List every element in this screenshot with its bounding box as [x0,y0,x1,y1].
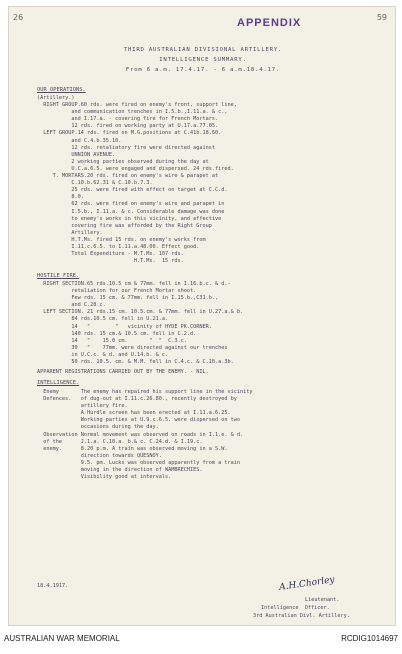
handwritten-signature: A.H.Chorley [278,575,336,593]
text-line: retaliation for our French Mortar shoot. [37,288,197,295]
text-line: 25 rds. were fired with effect on target at C.C.d. [37,187,228,194]
text-line: covering fire was afforded by the Right Group [37,222,212,229]
intelligence-body [37,389,253,481]
text-line: RIGHT SECTION.65 rds.10.5 cm & 77mm. fell in I.16.b.c. & d.- [37,281,231,287]
archive-id: RCDIG1014697 [341,634,398,643]
registrations-line: APPARENT REGISTRATIONS CARRIED OUT BY THE ENEMY. - NIL. [37,369,209,375]
text-line: and C.28.c. [37,302,106,309]
text-line: A Hurdle screen has been erected at I.11.a.6.25. [37,410,231,417]
signatory-rank: Lieutenant. [305,597,340,603]
text-line: 14 " 15.0 cm. " " C.3.c. [37,337,187,344]
text-line: LEFT GROUP.14 rds. fired on M.G.positions at C.41b.18.60. [37,130,222,137]
text-line: occasions during the day. [37,424,159,431]
corner-number: 26 [13,13,24,22]
text-line: RIGHT GROUP.60 rds. were fired on enemy's front, support line, [37,102,237,109]
header-period: From 6 a.m. 17.4.17. - 6 a.m.18.4.17. [125,67,281,73]
text-line: 9.5. pm. Lucks was observed apparently from a train [37,459,241,466]
text-line: and communication trenches in I.5.b.,I.11.a. & c., [37,109,228,116]
report-date: 18.4.1917. [37,583,69,589]
text-line: C.10.b.62.31 & C.10.b.7.3. [37,180,153,187]
text-line: enemy. 8.20 p.m. A train was observed moving in a S.W. [37,445,228,452]
text-line: to enemy's works in this vicinity, and effective [37,215,222,222]
text-line: Working parties at U.9.c.6.5. were dispersed on two [37,417,241,424]
text-line: I.11.c.6.5. to I.11.a.48.00. Effect good. [37,243,200,250]
header-title: INTELLIGENCE SUMMARY. [159,57,247,63]
text-line: 12 rds. fired on working party at U.17.a.77.05. [37,123,219,130]
operations-heading: OUR OPERATIONS. [37,87,86,93]
archive-credit: AUSTRALIAN WAR MEMORIAL [4,634,120,643]
text-line: H.T.Ms. fired 15 rds. on enemy's works from [37,236,206,243]
text-line: U.C.a.6.5. were engaged and dispersed. 24 rds.fired. [37,165,234,172]
text-line: artillery fire. [37,403,128,410]
text-line: Observation Normal movement was observed on roads in I.1.e. & d. [37,431,244,438]
text-line: 14 " " vicinity of HYDE PK.CORNER. [37,323,212,330]
document-page [8,6,396,626]
text-line: 30 " 77mm. were directed against our trenches [37,344,228,351]
hostile-fire-body [37,281,243,366]
text-line: Defences. of dug-out at I.11.c.26.80., recently destroyed by [37,396,237,403]
text-line: and I.17.a. - covering fire for French Mortars. [37,116,219,123]
text-line: Few rds. 15 cm. & 77mm. fell in I.15.b.,C31.b., [37,295,219,302]
text-line: 2 working parties observed during the day at [37,158,209,165]
text-line: 84 rds.10.5 cm. fell in U.21.a. [37,316,169,323]
text-line: 50 rds. 10.5. cm. & M.M. fell in C.4.c. & C.10.a.3b. [37,359,234,366]
operations-body [37,95,237,265]
text-line: UNNION AVENUE. [37,151,116,158]
text-line: 8.0. [37,194,84,201]
text-line: of the J.1.a. C.10.a. b.& c. C.24.d. & I.19.c. [37,438,203,445]
text-line: H.T.Ms. 15 rds. [37,258,184,265]
text-line: T. MORTARS.20 rds. fired on enemy's wire & parapet at [37,173,219,180]
text-line: (Artillery.) [37,95,75,101]
text-line: 12 rds. retaliatory fire were directed against [37,144,216,151]
text-line: I.5.b., I.11.a. & c. Considerable damage was done [37,208,225,215]
text-line: LEFT SECTION. 21 rds.15 cm. 10.5.cm. & 77mm. fell in U.27.a.& b. [37,309,244,316]
appendix-stamp: APPENDIX [237,17,302,29]
text-line: direction towards QUESNOY. [37,452,162,459]
intelligence-heading: INTELLIGENCE. [37,380,80,386]
text-line: and C.4.b.35.10. [37,137,122,144]
text-line: 140 rds. 15 cm.& 10.5 cm. fell in C.2.d. [37,330,197,337]
hostile-fire-heading: HOSTILE FIRE. [37,273,80,279]
text-line: in U.C.c. & d. and U.14.b. & c. [37,351,169,358]
text-line: 62 rds. were fired on enemy's wire and parapet in [37,201,225,208]
text-line: Enemy The enemy has repaired his support line in the vicinity [37,389,253,395]
text-line: Visibility good at intervals. [37,474,172,481]
page-number: 59 [376,13,387,22]
text-line: moving in the direction of WAMBRECHIES. [37,467,203,474]
signatory-unit: 3rd Australian Divl. Artillery. [253,613,350,619]
text-line: Artillery. [37,229,103,236]
signatory-role: Intelligence Officer. [261,605,330,611]
text-line: Total Expenditure - M.T.Ms. 107 rds. [37,251,184,258]
header-unit: THIRD AUSTRALIAN DIVISIONAL ARTILLERY. [123,47,283,53]
